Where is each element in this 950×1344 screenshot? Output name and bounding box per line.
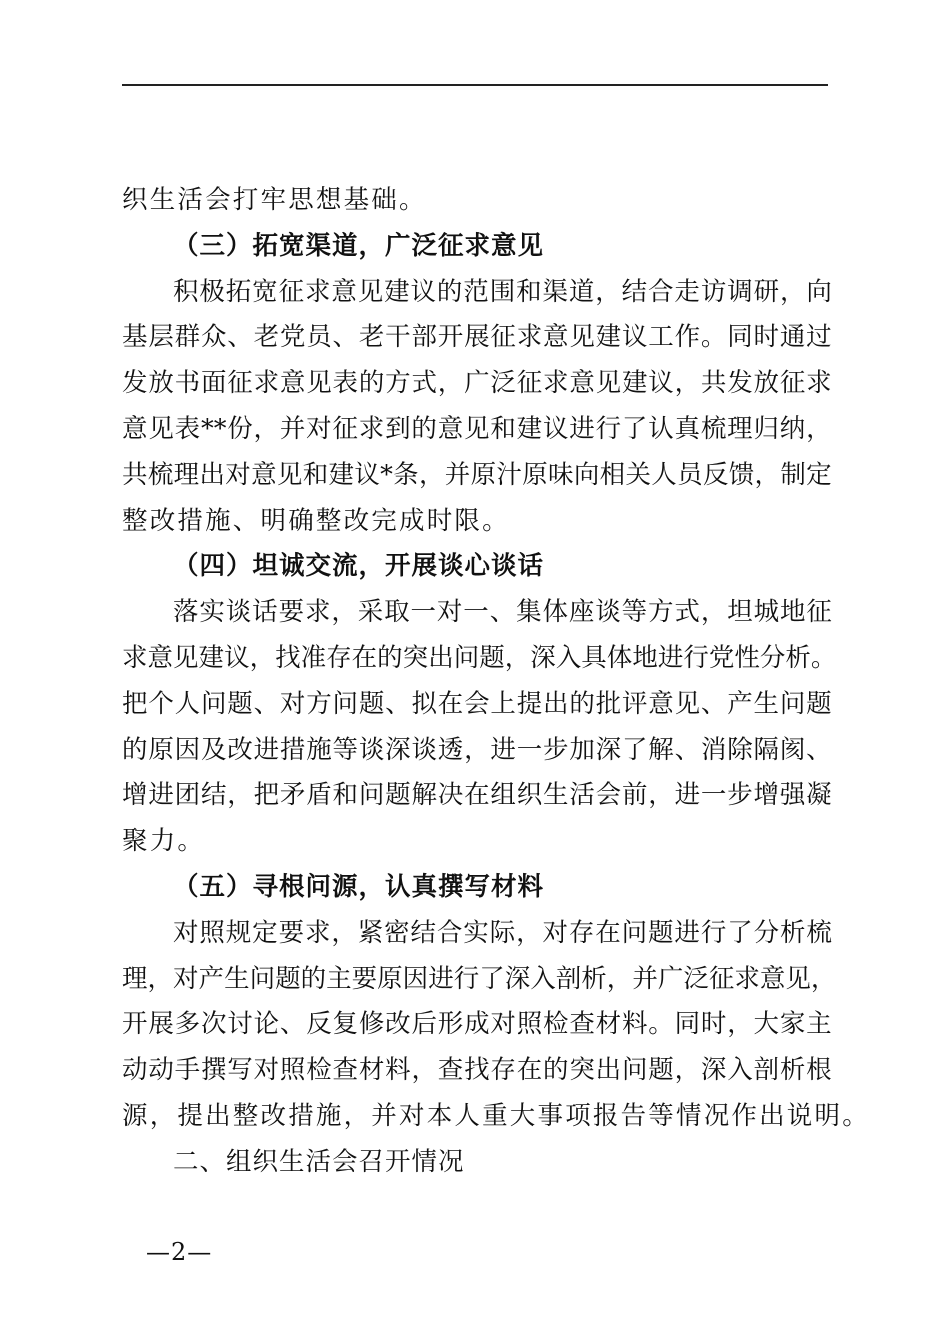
paragraph-line: 对 照 规 定 要 求 ， 紧 密 结 合 实 际 ， 对 存 在 问 题 进 行 了 分 析 梳 [173,917,832,948]
paragraph-line: 动 动 手 撰 写 对 照 检 查 材 料 ， 查 找 存 在 的 突 出 问 题 ， 深 入 剖 析 根 [122,1055,832,1086]
paragraph-line: 把 个 人 问 题 、 对 方 问 题 、 拟 在 会 上 提 出 的 批 评 意 见 、 产 生 问 题 [122,688,832,719]
paragraph-line: 基 层 群 众 、 老 党 员 、 老 干 部 开 展 征 求 意 见 建 议 工 作 。 同 时 通 过 [122,322,832,353]
paragraph-line: 开 展 多 次 讨 论 、 反 复 修 改 后 形 成 对 照 检 查 材 料 。 同 时 ， 大 家 主 [122,1009,832,1040]
paragraph-line: 的 原 因 及 改 进 措 施 等 谈 深 谈 透 ， 进 一 步 加 深 了 解 、 消 除 隔 阂 、 [122,734,832,765]
paragraph-line: 聚力。 [122,826,206,857]
paragraph-line: 共 梳 理 出 对 意 见 和 建 议 * 条 ， 并 原 汁 原 味 向 相 关 人 员 反 馈 ， 制 定 [122,459,832,490]
page-number: —2— [146,1238,213,1266]
section-heading: 二、组织生活会召开情况 [173,1146,465,1177]
paragraph-line: 意 见 表 ** 份 ， 并 对 征 求 到 的 意 见 和 建 议 进 行 了 认 真 梳 理 归 纳 ， [122,413,832,444]
paragraph-line: 落 实 谈 话 要 求 ， 采 取 一 对 一 、 集 体 座 谈 等 方 式 ， 坦 城 地 征 [173,597,832,628]
paragraph-line: 增 进 团 结 ， 把 矛 盾 和 问 题 解 决 在 组 织 生 活 会 前 ， 进 一 步 增 强 凝 [122,780,832,811]
paragraph-line: 织生活会打牢思想基础。 [122,185,427,215]
paragraph-line: 求 意 见 建 议 ， 找 准 存 在 的 突 出 问 题 ， 深 入 具 体 地 进 行 党 性 分 析 。 [122,642,837,673]
paragraph-line: 发 放 书 面 征 求 意 见 表 的 方 式 ， 广 泛 征 求 意 见 建 议 ， 共 发 放 征 求 [122,368,832,399]
paragraph-line: 理 ， 对 产 生 问 题 的 主 要 原 因 进 行 了 深 入 剖 析 ， 并 广 泛 征 求 意 见 ， [122,963,837,994]
paragraph-line: 积 极 拓 宽 征 求 意 见 建 议 的 范 围 和 渠 道 ， 结 合 走 访 调 研 ， 向 [173,276,832,307]
paragraph-line: 整改措施、明确整改完成时限。 [122,505,510,536]
subheading-4: （四）坦诚交流，开展谈心谈话 [173,551,545,582]
paragraph-line: 源，提出整改措施，并对本人重大事项报告等情况作出说明。 [122,1100,870,1131]
subheading-5: （五）寻根问源，认真撰写材料 [173,871,545,902]
subheading-3: （三）拓宽渠道，广泛征求意见 [173,230,545,261]
document-body [122,178,870,1186]
header-rule [122,84,828,86]
